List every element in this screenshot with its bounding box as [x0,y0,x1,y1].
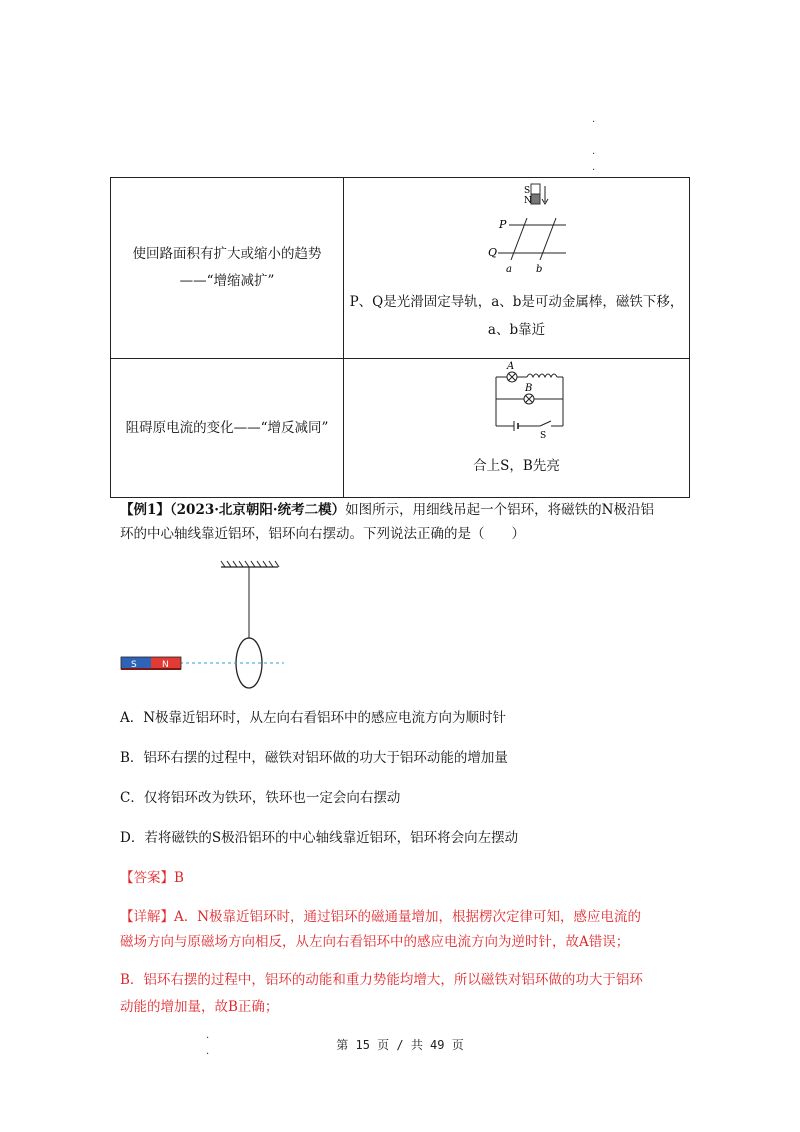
table-row-2-left: 阻碍原电流的变化——“增反减同” [111,359,344,498]
example-stem-line2: 环的中心轴线靠近铝环，铝环向右摆动。下列说法正确的是（ ） [120,526,525,542]
lamp-a-label: A [507,361,515,372]
magnet-s-label: S [524,186,531,196]
rod-b-label: b [536,264,543,275]
magnet-n-label: N [524,196,532,206]
example-source: （2023·北京朝阳·统考二模） [169,502,346,518]
option-d: D．若将磁铁的S极沿铝环的中心轴线靠近铝环，铝环将会向左摆动 [120,830,519,846]
example-stem-line1 [120,497,654,524]
lamp-circuit-figure [344,359,715,439]
switch-s-label: S [540,431,547,439]
example-tag: 【例1】 [120,502,170,518]
table-row-2-caption: 合上S，B先亮 [473,458,560,474]
margin-dot: · [592,165,596,176]
rod-a-label: a [506,264,512,275]
rail-q-label: Q [488,246,498,259]
table-row-1-caption-line2: a、b靠近 [487,322,546,338]
magnet-s-pole: S [131,660,137,670]
example-stem-rest: 如图所示，用细线吊起一个铝环，将磁铁的N极沿铝 [345,502,654,518]
table-row-1-right [344,178,690,359]
margin-dot: · [592,149,596,160]
rule-table [110,177,690,498]
magnet-n-pole: N [162,660,169,670]
analysis-line4: 动能的增加量，故B正确； [120,999,279,1015]
analysis-line3: B．铝环右摆的过程中，铝环的动能和重力势能均增大，所以磁铁对铝环做的功大于铝环 [120,972,643,988]
option-c: C．仅将铝环改为铁环，铁环也一定会向右摆动 [120,790,401,806]
pendulum-ring-figure [118,560,318,690]
margin-dot: · [592,117,596,128]
rails-magnet-figure [344,180,715,280]
rail-p-label: P [499,218,507,231]
lamp-b-label: B [525,383,533,394]
analysis-line1: 【详解】A．N极靠近铝环时，通过铝环的磁通量增加，根据楞次定律可知，感应电流的 [120,909,642,925]
table-row-2-right [344,359,690,498]
page-footer: 第 15 页 / 共 49 页 [336,1038,464,1052]
margin-dot: · [206,1033,210,1044]
margin-dot: · [206,1049,210,1060]
table-row-1-caption-line1: P、Q是光滑固定导轨，a、b是可动金属棒，磁铁下移， [349,294,684,310]
option-a: A．N极靠近铝环时，从左向右看铝环中的感应电流方向为顺时针 [120,710,507,726]
analysis-line2: 磁场方向与原磁场方向相反，从左向右看铝环中的感应电流方向为逆时针，故A错误； [120,934,630,950]
answer: 【答案】B [120,870,184,886]
option-b: B．铝环右摆的过程中，磁铁对铝环做的功大于铝环动能的增加量 [120,750,508,766]
table-row-1-left: 使回路面积有扩大或缩小的趋势——“增缩减扩” [111,178,344,359]
